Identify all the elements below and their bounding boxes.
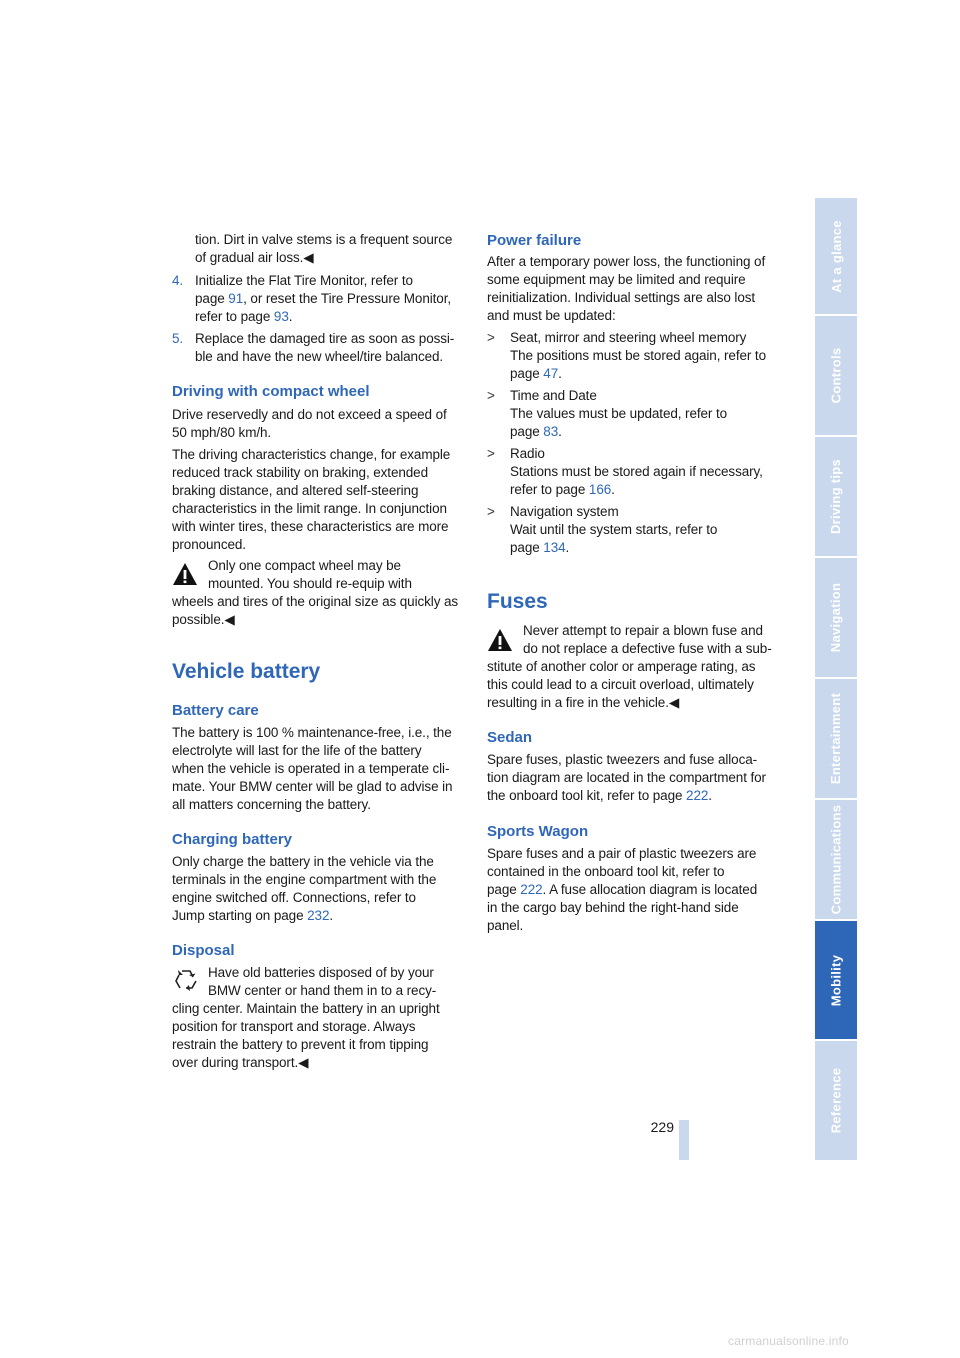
page-link[interactable]: 232 bbox=[307, 908, 330, 923]
page-number-marker bbox=[679, 1120, 689, 1160]
section-heading-battery-care: Battery care bbox=[172, 702, 259, 719]
tab-mobility[interactable]: Mobility bbox=[815, 921, 857, 1039]
page-link[interactable]: 83 bbox=[543, 424, 559, 439]
step-number: 5. bbox=[172, 331, 184, 346]
page-number: 229 bbox=[650, 1119, 674, 1135]
section-heading-sedan: Sedan bbox=[487, 729, 533, 746]
page-link[interactable]: 47 bbox=[543, 366, 559, 381]
section-heading-charging-battery: Charging battery bbox=[172, 831, 293, 848]
chapter-sidebar bbox=[815, 198, 857, 1160]
section-heading-sports-wagon: Sports Wagon bbox=[487, 823, 589, 840]
tab-controls[interactable]: Controls bbox=[815, 316, 857, 435]
step-text: Replace the damaged tire as soon as possi- ble and have the new wheel/tire balanced. bbox=[195, 331, 455, 364]
page-link[interactable]: 91 bbox=[228, 291, 244, 306]
list-item-step-5 bbox=[172, 330, 464, 366]
tab-reference[interactable]: Reference bbox=[815, 1041, 857, 1160]
section-heading-disposal: Disposal bbox=[172, 942, 235, 959]
tab-communications[interactable]: Communications bbox=[815, 800, 857, 919]
paragraph: The battery is 100 % maintenance-free, i.e., the electrolyte will last for the life of the battery when the vehicle is operated in a temperate cli- mate. Your BMW center will be glad to advise in all matters concerning the battery. bbox=[172, 725, 453, 812]
list-item: > Navigation system Wait until the system starts, refer to page 134. bbox=[487, 504, 718, 555]
page-link[interactable]: 222 bbox=[686, 788, 709, 803]
section-heading-vehicle-battery: Vehicle battery bbox=[172, 660, 321, 683]
tab-navigation[interactable]: Navigation bbox=[815, 558, 857, 677]
continued-text: tion. Dirt in valve stems is a frequent source of gradual air loss.◀ bbox=[195, 232, 453, 265]
tab-entertainment[interactable]: Entertainment bbox=[815, 679, 857, 798]
page-link[interactable]: 222 bbox=[520, 882, 543, 897]
paragraph: Drive reservedly and do not exceed a speed of 50 mph/80 km/h. bbox=[172, 407, 447, 440]
list-item-step-4 bbox=[172, 272, 464, 326]
section-heading-fuses: Fuses bbox=[487, 590, 548, 613]
paragraph: After a temporary power loss, the functioning of some equipment may be limited and require reinitialization. Individual settings are also lost and must be updated: bbox=[487, 254, 766, 323]
paragraph: Spare fuses and a pair of plastic tweezers are contained in the onboard tool kit, refer to page 222. A fuse allocation diagram is located in the cargo bay behind the right-hand side panel. bbox=[487, 846, 758, 933]
page-link[interactable]: 166 bbox=[588, 482, 612, 497]
tab-driving-tips[interactable]: Driving tips bbox=[815, 437, 857, 556]
list-item: > Time and Date The values must be updated, refer to page 83. bbox=[487, 388, 728, 439]
warning-text: Never attempt to repair a blown fuse and do not replace a defective fuse with a sub- stitute of another color or amperage rating, as this could lead to a circuit overload, ultimately resulting in a fire in the vehicle.◀ bbox=[487, 623, 772, 710]
section-heading-compact-wheel: Driving with compact wheel bbox=[172, 383, 370, 400]
paragraph: The driving characteristics change, for example reduced track stability on braking, extended braking distance, and altered self-steering characteristics in the limit range. In conjunction with winter tires, these characteristics are more pronounced. bbox=[172, 447, 451, 552]
section-heading-power-failure: Power failure bbox=[487, 232, 582, 249]
paragraph: Spare fuses, plastic tweezers and fuse alloca- tion diagram are located in the compartment for the onboard tool kit, refer to page 222. bbox=[487, 752, 766, 803]
disposal-text: Have old batteries disposed of by your BMW center or hand them in to a recy- cling center. Maintain the battery in an upright position for transport and storage. Always restrain the battery to prevent it from tipping over during transport.◀ bbox=[172, 965, 440, 1070]
step-text: Initialize the Flat Tire Monitor, refer to page 91, or reset the Tire Pressure Monitor, refer to page 93. bbox=[195, 273, 452, 324]
list-item: > Radio Stations must be stored again if necessary, refer to page 166. bbox=[487, 446, 763, 497]
paragraph: Only charge the battery in the vehicle via the terminals in the engine compartment with the engine switched off. Connections, refer to Jump starting on page 232. bbox=[172, 854, 437, 923]
warning-text: Only one compact wheel may be mounted. You should re-equip with wheels and tires of the original size as quickly as possible.◀ bbox=[172, 558, 459, 627]
page-link[interactable]: 134 bbox=[543, 540, 566, 555]
watermark: carmanualsonline.info bbox=[728, 1334, 849, 1348]
list-item: > Seat, mirror and steering wheel memory The positions must be stored again, refer to page 47. bbox=[487, 330, 766, 381]
tab-at-a-glance[interactable]: At a glance bbox=[815, 198, 857, 314]
page-link[interactable]: 93 bbox=[273, 309, 289, 324]
step-number: 4. bbox=[172, 273, 184, 288]
